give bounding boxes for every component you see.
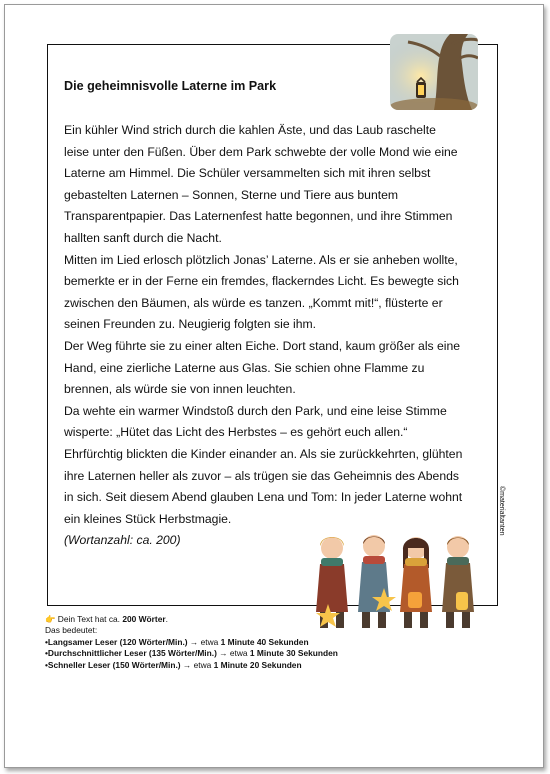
pointing-hand-icon: 👉	[45, 614, 56, 624]
story-line: Ein kühler Wind strich durch die kahlen Äste, und das Laub raschelte	[64, 123, 436, 137]
lantern-tree-illustration	[390, 34, 478, 110]
story-line: seinen Freunden zu. Neugierig folgten sie ihm.	[64, 317, 317, 332]
copyright-credit: ©materialtanten	[498, 486, 505, 536]
story-line: Der Weg führte sie zu einer alten Eiche. Dort stand, kaum größer als eine	[64, 338, 461, 353]
story-line: brennen, als würde sie von innen leuchten.	[64, 382, 296, 397]
story-line: bemerkte er in der Ferne ein fremdes, flackerndes Licht. Es bewegte sich	[64, 274, 459, 289]
story-line: Da wehte ein warmer Windstoß durch den Park, und eine leise Stimme	[64, 403, 447, 418]
story-line: Transparentpapier. Das Laternenfest hatte begonnen, und ihre Stimmen	[64, 209, 453, 224]
word-count-line: 👉 Dein Text hat ca. 200 Wörter.	[45, 614, 168, 624]
story-title: Die geheimnisvolle Laterne im Park	[64, 79, 277, 93]
story-line: zwischen den Bäumen, als würde es tanzen. „Kommt mit!“, flüsterte er	[64, 295, 443, 310]
story-text	[64, 120, 484, 552]
reading-time-info	[45, 614, 338, 671]
reader-row: •Schneller Leser (150 Wörter/Min.) → etwa 1 Minute 20 Sekunden	[45, 659, 302, 670]
story-line: leise unter den Füßen. Über dem Park schwebte der volle Mond wie eine	[64, 144, 458, 159]
story-line: hallten sanft durch die Nacht.	[64, 230, 222, 245]
story-line: in sich. Seit diesem Abend glauben Lena und Tom: In jeder Laterne wohnt	[64, 490, 463, 505]
story-line: gebastelten Laternen – Sonnen, Sterne und Tiere aus buntem	[64, 187, 399, 202]
word-count-note: (Wortanzahl: ca. 200)	[64, 533, 181, 548]
story-line: ein kleines Stück Herbstmagie.	[64, 511, 232, 526]
reader-row: •Langsamer Leser (120 Wörter/Min.) → etwa 1 Minute 40 Sekunden	[45, 636, 309, 647]
story-line: Mitten im Lied erlosch plötzlich Jonas’ Laterne. Als er sie anheben wollte,	[64, 252, 458, 267]
story-line: ihre Laternen heller als zuvor – als trügen sie das Geheimnis des Abends	[64, 468, 459, 483]
story-line: Hand, eine zierliche Laterne aus Glas. Sie schien ohne Flamme zu	[64, 360, 425, 375]
reader-row: •Durchschnittlicher Leser (135 Wörter/Min.) → etwa 1 Minute 30 Sekunden	[45, 648, 338, 659]
story-line: wisperte: „Hütet das Licht des Herbstes – es gehört euch allen.“	[64, 425, 408, 440]
story-line: Laterne am Himmel. Die Schüler versammelten sich mit ihren selbst	[64, 166, 431, 181]
story-line: Ehrfürchtig blickten die Kinder einander an. Als sie zurückkehrten, glühten	[64, 446, 463, 461]
meaning-label: Das bedeutet:	[45, 625, 98, 636]
